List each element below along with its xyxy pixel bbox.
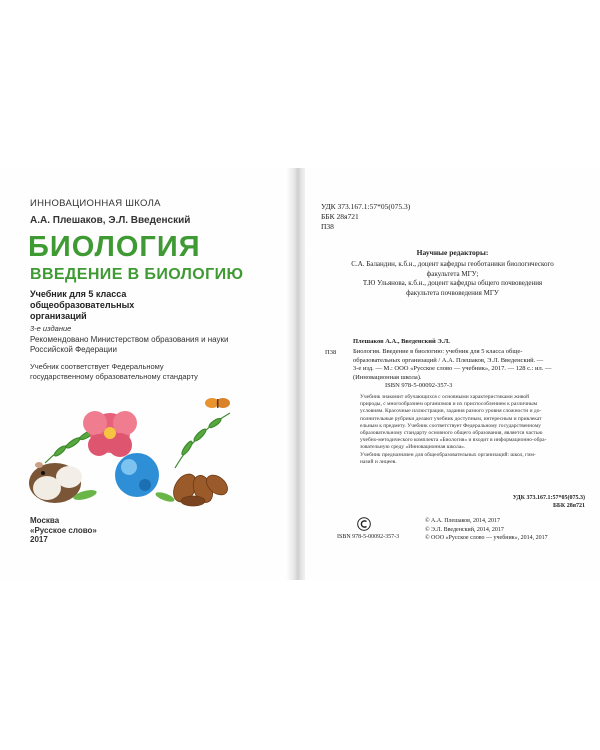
title-page <box>0 168 290 580</box>
catalog-code: П38 <box>325 349 337 356</box>
copyright <box>425 517 548 543</box>
copyright-line: © А.А. Плешаков, 2014, 2017 <box>425 518 500 524</box>
audience-line: общеобразовательных <box>30 300 135 310</box>
catalog-line: образовательных организаций / А.А. Плешаков, Э.Л. Введенский. — <box>353 356 544 364</box>
crystal-ball-icon <box>115 453 159 497</box>
standard-line: государственному образовательному стандарту <box>30 372 198 381</box>
abstract-line: условиям. Красочные иллюстрации, задания разного уровня сложности и до- <box>360 408 542 415</box>
catalog-authors: Плешаков А.А., Введенский Э.Л. <box>353 338 450 345</box>
udc-line: УДК 373.167.1:57*05(075.3) <box>321 202 411 211</box>
bbk-line: ББК 28я721 <box>552 503 585 509</box>
abstract <box>360 394 546 466</box>
abstract-line: полнительные рубрики делают учебник доступным, интересным и привлекат <box>360 415 542 422</box>
pine-cone-icon <box>169 470 231 506</box>
butterfly-icon <box>205 398 230 408</box>
book-spread <box>0 168 600 580</box>
publisher-city: Москва <box>30 516 60 525</box>
authors: А.А. Плешаков, Э.Л. Введенский <box>30 215 191 226</box>
abstract-line: учебно-методического комплекта «Биология» и входит в информационно-обра- <box>360 437 547 444</box>
abstract-line: Учебник предназначен для общеобразовательных организаций: школ, гим- <box>360 451 536 458</box>
abstract-line: образовательному стандарту основного общего образования, является частью <box>360 430 543 437</box>
author-mark: П38 <box>321 222 334 231</box>
abstract-line: зовательную среду «Инновационная школа». <box>360 444 466 451</box>
publisher-logo-icon <box>357 517 371 531</box>
udc-codes-bottom <box>480 494 585 510</box>
standard-compliance <box>30 362 198 382</box>
series-name: ИННОВАЦИОННАЯ ШКОЛА <box>30 198 161 209</box>
abstract-line: природы, с многообразием организмов и их приспособлением к различным <box>360 401 538 408</box>
editor-line: Т.Ю Ульянова, к.б.н., доцент кафедры общего почвоведения <box>362 279 543 287</box>
bbk-line: ББК 28я721 <box>321 212 359 221</box>
audience-line: организаций <box>30 311 87 321</box>
editor-line: факультета почвоведения МГУ <box>406 288 499 297</box>
recommendation-line: Российской Федерации <box>30 345 117 354</box>
editors-heading: Научные редакторы: <box>416 248 489 257</box>
udc-codes <box>321 202 410 232</box>
recommendation <box>30 335 229 355</box>
editor-line: С.А. Баландин, к.б.н., доцент кафедры геоботаники биологического <box>351 260 554 268</box>
copyright-line: © ООО «Русское слово — учебник», 2014, 2017 <box>425 535 548 541</box>
catalog-isbn: ISBN 978-5-00092-357-3 <box>385 382 453 389</box>
abstract-line: ельным к предмету. Учебник соответствует Федеральному государственному <box>360 422 542 429</box>
flower-icon <box>83 411 137 457</box>
isbn-bottom: ISBN 978-5-00092-357-3 <box>337 534 400 540</box>
edition: 3-е издание <box>30 324 72 333</box>
audience <box>30 289 180 322</box>
publisher-name: «Русское слово» <box>30 525 97 535</box>
udc-line: УДК 373.167.1:57*05(075.3) <box>512 495 585 501</box>
publisher-year: 2017 <box>30 535 48 544</box>
book-subtitle: ВВЕДЕНИЕ В БИОЛОГИЮ <box>30 266 244 283</box>
book-title: БИОЛОГИЯ <box>28 231 201 263</box>
catalog-line: Биология. Введение в биологию: учебник для 5 класса обще- <box>353 348 523 355</box>
abstract-line: Учебник знакомит обучающихся с основными характеристиками живой <box>360 394 530 400</box>
publisher-info <box>30 516 97 545</box>
abstract-line: назий и лицеев. <box>360 458 397 465</box>
audience-line: Учебник для 5 класса <box>30 289 127 299</box>
recommendation-line: Рекомендовано Министерством образования и науки <box>30 335 229 344</box>
nature-illustration <box>25 393 235 508</box>
editors-list <box>305 260 600 298</box>
copyright-line: © Э.Л. Введенский, 2014, 2017 <box>425 526 504 533</box>
catalog-line: (Инновационная школа). <box>353 373 422 381</box>
catalog-description <box>353 348 552 382</box>
imprint-page <box>305 168 600 580</box>
catalog-line: 3-е изд. — М.: ООО «Русское слово — учебник», 2017. — 128 с.: ил. — <box>353 365 552 372</box>
standard-line: Учебник соответствует Федеральному <box>30 362 164 371</box>
editor-line: факультета МГУ; <box>426 269 479 278</box>
